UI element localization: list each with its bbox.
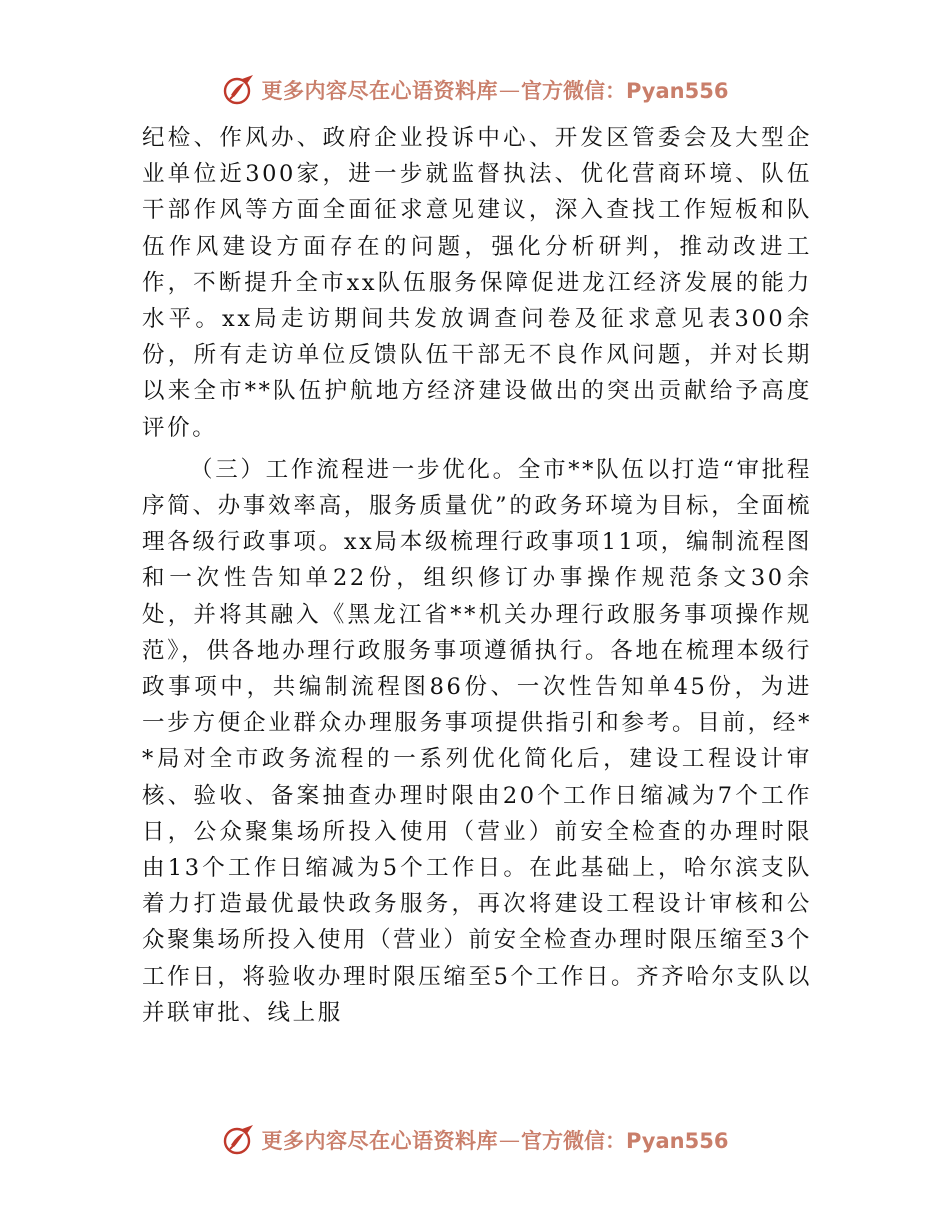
footer-watermark-banner (0, 1120, 950, 1160)
header-watermark-wechat: 官方微信：Pyan556 (521, 79, 729, 103)
paragraph-1: 纪检、作风办、政府企业投诉中心、开发区管委会及大型企业单位近300家，进一步就监督执法、优化营商环境、队伍干部作风等方面全面征求意见建议，深入查找工作短板和队伍作风建设方面存在的问题，强化分析研判，推动改进工作，不断提升全市xx队伍服务保障促进龙江经济发展的能力水平。xx局走访期间共发放调查问卷及征求意见表300余份，所有走访单位反馈队伍干部无不良作风问题，并对长期以来全市**队伍护航地方经济建设做出的突出贡献给予高度评价。 (142, 125, 812, 441)
footer-watermark-dash: — (499, 1128, 521, 1152)
quill-seal-icon (222, 73, 256, 107)
header-watermark-dash: — (499, 78, 521, 102)
paragraph-2: （三）工作流程进一步优化。全市**队伍以打造“审批程序简、办事效率高，服务质量优”的政务环境为目标，全面梳理各级行政事项。xx局本级梳理行政事项11项，编制流程图和一次性告知单22份，组织修订办事操作规范条文30余处，并将其融入《黑龙江省**机关办理行政服务事项操作规范》，供各地办理行政服务事项遵循执行。各地在梳理本级行政事项中，共编制流程图86份、一次性告知单45份，为进一步方便企业群众办理服务事项提供指引和参考。目前，经**局对全市政务流程的一系列优化简化后，建设工程设计审核、验收、备案抽查办理时限由20个工作日缩减为7个工作日，公众聚集场所投入使用（营业）前安全检查的办理时限由13个工作日缩减为5个工作日。在此基础上，哈尔滨支队着力打造最优最快政务服务，再次将建设工程设计审核和公众聚集场所投入使用（营业）前安全检查办理时限压缩至3个工作日，将验收办理时限压缩至5个工作日。齐齐哈尔支队以并联审批、线上服 (142, 456, 812, 1026)
header-watermark-banner (0, 70, 950, 110)
header-watermark-text: 更多内容尽在心语资料库 (261, 79, 499, 103)
footer-watermark-text: 更多内容尽在心语资料库 (261, 1129, 499, 1153)
document-body (142, 120, 812, 1031)
quill-seal-icon (222, 1123, 256, 1157)
footer-watermark-wechat: 官方微信：Pyan556 (521, 1129, 729, 1153)
